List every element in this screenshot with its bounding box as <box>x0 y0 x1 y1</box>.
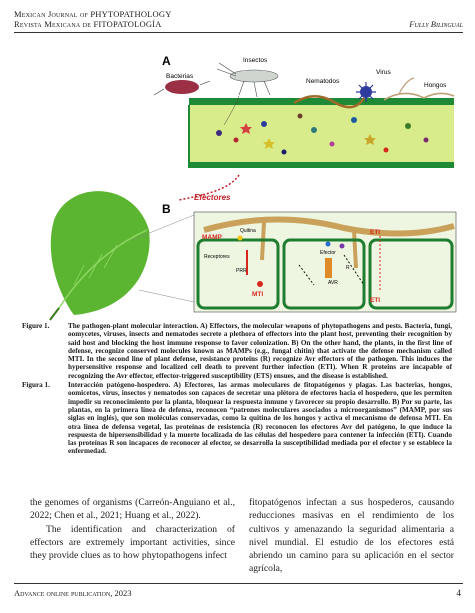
label-nematodos: Nematodos <box>306 78 340 85</box>
label-prr: PRR <box>236 268 247 274</box>
journal-title-en: Mexican Journal of PHYTOPATHOLOGY <box>14 9 172 19</box>
panel-b-label: B <box>162 202 171 216</box>
label-mti: MTI <box>252 291 264 298</box>
panel-a-tissue <box>189 98 454 168</box>
header-bilingual-tag: Fully Bilingual <box>409 19 463 29</box>
caption-label-en: Figure 1. <box>22 322 50 330</box>
virus-icon <box>356 82 376 102</box>
footer-rule <box>14 583 463 584</box>
label-bacterias: Bacterias <box>166 73 194 80</box>
caption-label-es: Figura 1. <box>22 381 50 390</box>
label-hongos: Hongos <box>424 82 447 89</box>
caption-es <box>22 381 452 456</box>
body-paragraph: fitopatógenos infectan a sus hospederos, causando reducciones masivas en el rendimiento de los cultivos y amenazando la seguridad alimentaria a nivel mundial. El estudio de los efectores está abriendo un camino para su aplicación en el sector agrícola, <box>249 497 454 575</box>
figure-caption <box>22 322 452 457</box>
label-efectores: Efectores <box>194 193 231 202</box>
panel-a-label: A <box>162 54 171 68</box>
label-mamp: MAMP <box>202 234 222 241</box>
figure-1-illustration <box>14 40 462 322</box>
label-avr: AVR <box>328 280 338 286</box>
caption-en <box>22 322 452 380</box>
label-receptores: Receptores <box>204 254 230 260</box>
journal-title-es: Revista Mexicana de FITOPATOLOGÍA <box>14 19 162 29</box>
label-quitina: Quitina <box>240 228 256 234</box>
bacteria-icon <box>154 80 210 95</box>
header-rule <box>14 32 463 33</box>
label-efector: Efector <box>320 250 336 256</box>
body-column-en <box>30 496 235 562</box>
caption-text-en: The pathogen-plant molecular interaction. A) Effectors, the molecular weapons of phytopathogens and pests. Bacteria, fungi, oomycetes, viruses, insects and nematodes secrete a plethora of effectors into the plant host, preventing their recognition by said host and blocking the host immune response to favor colonization. B) On the other hand, the plants, in the first line of defense, recognize conserved molecules known as MAMPs (e.g., fungal chitin) that activate the defense mechanism called MTI. In the second line of plant defense, resistance proteins (R) recognize Avr effectors of the pathogen. This induces the hypersensitive response and localized cell death to prevent further infection (ETI). When R proteins are incapable of recognizing the Avr effector, effector-triggered susceptibility (ETS) ensues, and the disease is established. <box>68 322 452 380</box>
label-virus: Virus <box>376 69 391 76</box>
label-insectos: Insectos <box>243 57 268 64</box>
label-eti-bottom: ETI <box>370 297 381 304</box>
body-paragraph: the genomes of organisms (Carreón-Anguiano et al., 2022; Chen et al., 2021; Huang et al., 2022). <box>30 497 235 522</box>
panel-b-cells <box>194 212 456 312</box>
page-number: 4 <box>456 588 461 598</box>
caption-text-es: Interacción patógeno-hospedero. A) Efectores, las armas moleculares de fitopatógenos y plagas. Las bacterias, hongos, oomicetos, virus, insectos y nematodos son capaces de secretar una plétora de efectores hacia el hospedero, que les permiten impedir su reconocimiento por la planta, bloquear la respuesta inmune y favorecer su propio desarrollo. B) Por su parte, las plantas, en la primera línea de defensa, reconocen “patrones moleculares asociados a microorganismos” (MAMP, por sus siglas en inglés), que son moléculas conservadas, como la quitina de los hongos y activa el mecanismo de defensa MTI. En otra línea de defensa vegetal, las proteínas de resistencia (R) reconocen los efectores Avr del patógeno, lo que induce la respuesta de hipersensibilidad y la muerte localizada de las células del hospedero para contener la infección (ETI). Cuando las proteínas R son incapaces de reconocer al efector, se desarrolla la susceptibilidad mediada por el efector y se establece la enfermedad. <box>68 381 452 456</box>
label-eti-top: ETI <box>370 229 381 236</box>
leaf-illustration <box>50 191 150 320</box>
body-column-es <box>249 496 454 576</box>
footer-publication: Advance online publication, 2023 <box>14 588 132 598</box>
label-r: R <box>346 265 350 271</box>
running-header <box>14 9 172 29</box>
body-paragraph: The identification and characterization of effectors are extremely important activities, since they provide clues as to how phytopathogens infect <box>30 523 235 562</box>
